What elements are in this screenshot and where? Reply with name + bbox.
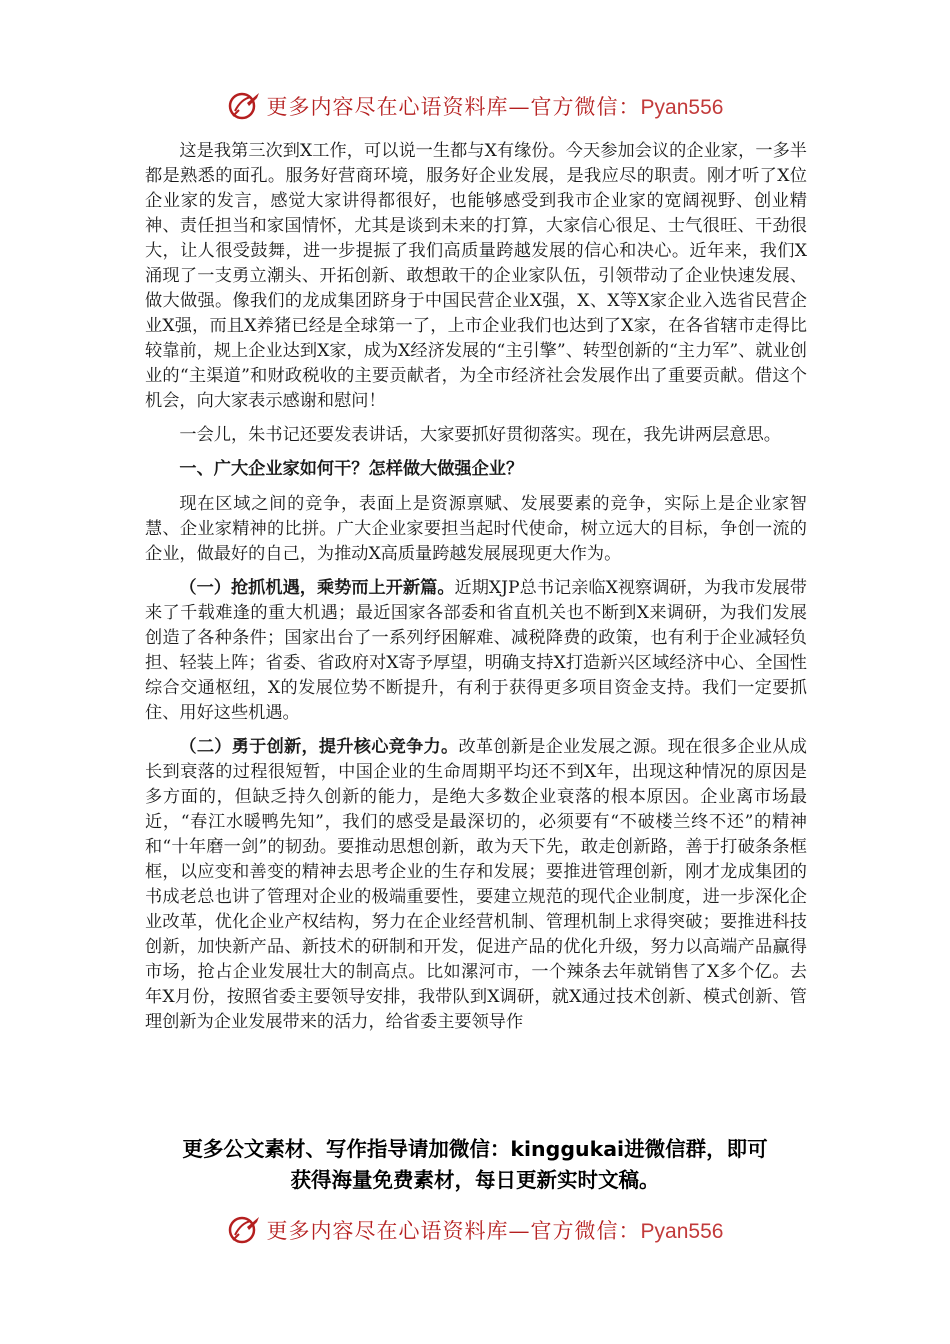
subsection-2-title: （二）勇于创新，提升核心竞争力。 bbox=[179, 737, 459, 757]
banner-label: 更多内容尽在心语资料库—官方微信： bbox=[266, 1219, 641, 1243]
promo-notice bbox=[100, 1134, 850, 1196]
pen-logo-icon bbox=[227, 89, 261, 123]
pen-logo-icon bbox=[227, 1213, 261, 1247]
subsection-1 bbox=[145, 576, 807, 726]
section-heading-1: 一、广大企业家如何干？怎样做大做强企业？ bbox=[179, 459, 524, 479]
banner-label: 更多内容尽在心语资料库—官方微信： bbox=[266, 95, 641, 119]
subsection-1-body: 近期XJP总书记亲临X视察调研，为我市发展带来了千载难逢的重大机遇；最近国家各部委和省直机关也不断到X来调研，为我们发展创造了各种条件；国家出台了一系列纾困解难、减税降费的政策，也有利于企业减轻负担、轻装上阵；省委、省政府对X寄予厚望，明确支持X打造新兴区域经济中心、全国性综合交通枢纽，X的发展位势不断提升，有利于获得更多项目资金支持。我们一定要抓住、用好这些机遇。 bbox=[145, 578, 807, 723]
paragraph-2: 一会儿，朱书记还要发表讲话，大家要抓好贯彻落实。现在，我先讲两层意思。 bbox=[179, 425, 781, 445]
banner-wechat-id: Pyan556 bbox=[640, 96, 724, 119]
promo-line-1: 更多公文素材、写作指导请加微信：kinggukai进微信群，即可 bbox=[182, 1137, 768, 1161]
banner-text bbox=[267, 91, 724, 121]
document-body bbox=[145, 139, 807, 1044]
banner-wechat-id: Pyan556 bbox=[640, 1220, 724, 1243]
subsection-1-title: （一）抢抓机遇，乘势而上开新篇。 bbox=[179, 578, 455, 598]
header-banner bbox=[0, 86, 950, 126]
subsection-2 bbox=[145, 735, 807, 1035]
footer-banner bbox=[0, 1210, 950, 1250]
subsection-2-body: 改革创新是企业发展之源。现在很多企业从成长到衰落的过程很短暂，中国企业的生命周期平均还不到X年，出现这种情况的原因是多方面的，但缺乏持久创新的能力，是绝大多数企业衰落的根本原因。企业离市场最近，“春江水暖鸭先知”，我们的感受是最深切的，必须要有“不破楼兰终不还”的精神和“十年磨一剑”的韧劲。要推动思想创新，敢为天下先，敢走创新路，善于打破条条框框，以应变和善变的精神去思考企业的生存和发展；要推进管理创新，刚才龙成集团的书成老总也讲了管理对企业的极端重要性，要建立规范的现代企业制度，进一步深化企业改革，优化企业产权结构，努力在企业经营机制、管理机制上求得突破；要推进科技创新，加快新产品、新技术的研制和开发，促进产品的优化升级，努力以高端产品赢得市场，抢占企业发展壮大的制高点。比如漯河市，一个辣条去年就销售了X多个亿。去年X月份，按照省委主要领导安排，我带队到X调研，就X通过技术创新、模式创新、管理创新为企业发展带来的活力，给省委主要领导作 bbox=[145, 737, 807, 1032]
banner-text bbox=[267, 1215, 724, 1245]
paragraph-3: 现在区域之间的竞争，表面上是资源禀赋、发展要素的竞争，实际上是企业家智慧、企业家精神的比拼。广大企业家要担当起时代使命，树立远大的目标，争创一流的企业，做最好的自己，为推动X高质量跨越发展展现更大作为。 bbox=[145, 494, 807, 564]
promo-line-2: 获得海量免费素材，每日更新实时文稿。 bbox=[290, 1168, 660, 1192]
paragraph-1: 这是我第三次到X工作，可以说一生都与X有缘份。今天参加会议的企业家，一多半都是熟悉的面孔。服务好营商环境，服务好企业发展，是我应尽的职责。刚才听了X位企业家的发言，感觉大家讲得都很好，也能够感受到我市企业家的宽阔视野、创业精神、责任担当和家国情怀，尤其是谈到未来的打算，大家信心很足、士气很旺、干劲很大，让人很受鼓舞，进一步提振了我们高质量跨越发展的信心和决心。近年来，我们X涌现了一支勇立潮头、开拓创新、敢想敢干的企业家队伍，引领带动了企业快速发展、做大做强。像我们的龙成集团跻身于中国民营企业X强，X、X等X家企业入选省民营企业X强，而且X养猪已经是全球第一了，上市企业我们也达到了X家，在各省辖市走得比较靠前，规上企业达到X家，成为X经济发展的“主引擎”、转型创新的“主力军”、就业创业的“主渠道”和财政税收的主要贡献者，为全市经济社会发展作出了重要贡献。借这个机会，向大家表示感谢和慰问！ bbox=[145, 141, 807, 411]
